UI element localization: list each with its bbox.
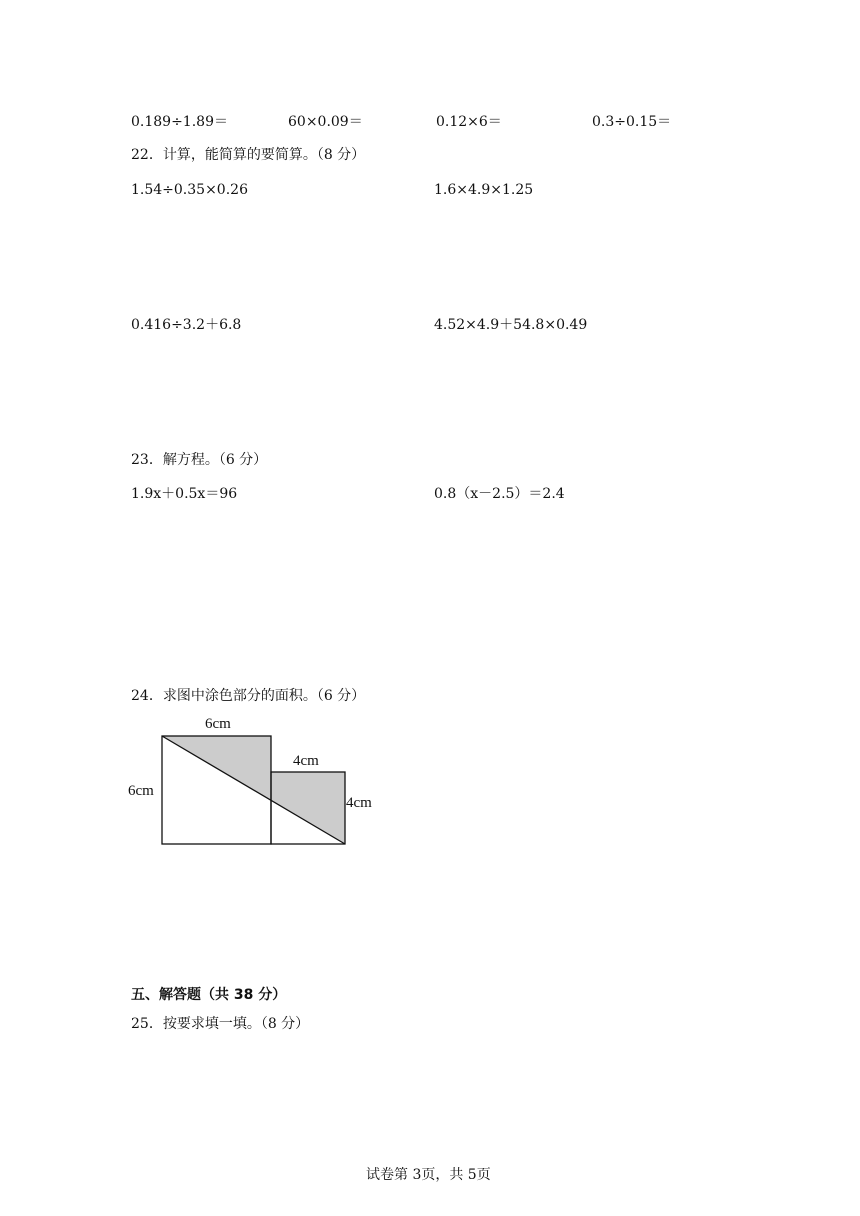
q23-item-2: 0.8（x－2.5）＝2.4 (434, 486, 565, 502)
oral-calc-item-3: 0.12×6＝ (436, 114, 502, 130)
q25-title: 25．按要求填一填。（8 分） (131, 1016, 310, 1032)
label-left-6cm: 6cm (128, 783, 154, 799)
label-top-6cm: 6cm (205, 716, 231, 732)
q22-item-4: 4.52×4.9＋54.8×0.49 (434, 317, 588, 333)
q23-item-1: 1.9x＋0.5x＝96 (131, 486, 238, 502)
q22-title: 22．计算，能简算的要简算。（8 分） (131, 147, 366, 163)
oral-calc-item-4: 0.3÷0.15＝ (592, 114, 672, 130)
section-heading: 五、解答题（共 38 分） (131, 987, 287, 1003)
q24-title: 24．求图中涂色部分的面积。（6 分） (131, 688, 366, 704)
q23-title: 23．解方程。（6 分） (131, 452, 268, 468)
page-footer: 试卷第 3页，共 5页 (366, 1167, 491, 1183)
q22-item-1: 1.54÷0.35×0.26 (131, 182, 248, 198)
label-small-right-4cm: 4cm (346, 795, 372, 811)
shaded-region-lower (271, 772, 345, 844)
label-small-top-4cm: 4cm (293, 753, 319, 769)
oral-calc-item-1: 0.189÷1.89＝ (131, 114, 228, 130)
shaded-area-figure (125, 712, 385, 852)
q22-item-3: 0.416÷3.2＋6.8 (131, 317, 242, 333)
q22-item-2: 1.6×4.9×1.25 (434, 182, 534, 198)
oral-calc-item-2: 60×0.09＝ (288, 114, 363, 130)
